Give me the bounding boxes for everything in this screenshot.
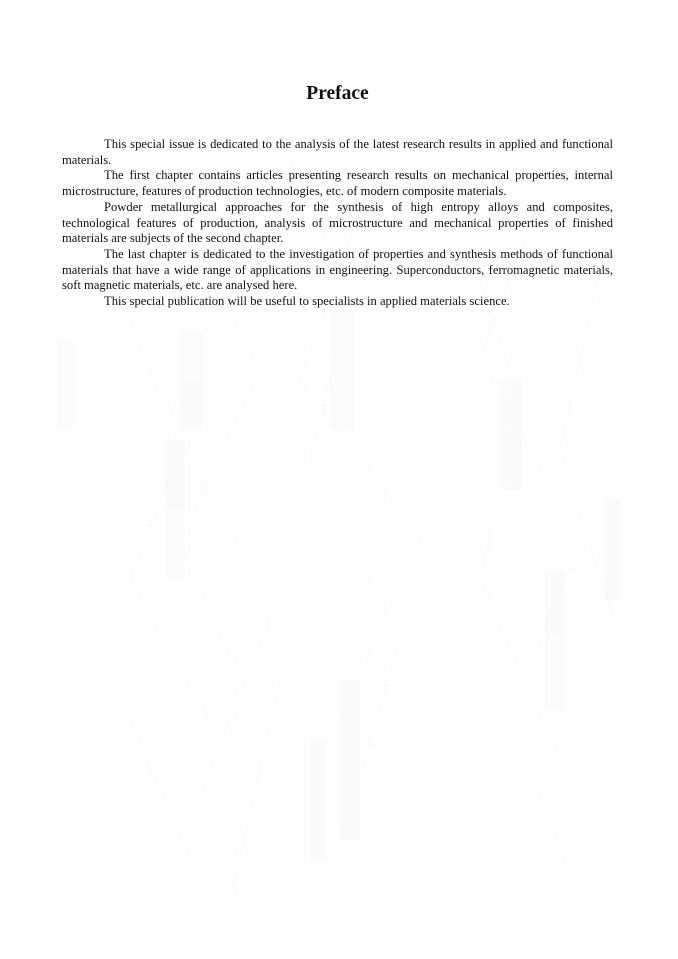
paragraph-closing: This special publication will be useful to specialists in applied materials science. [104, 294, 510, 309]
paragraph-first-chapter: The first chapter contains articles presenting research results on mechanical properties, internal microstructure, features of production technologies, etc. of modern composite materials. [62, 168, 613, 199]
page-title: Preface [306, 83, 369, 104]
paragraph-intro: This special issue is dedicated to the analysis of the latest research results in applied and functional materials. [62, 137, 613, 167]
paragraph-last-chapter: The last chapter is dedicated to the investigation of properties and synthesis methods of functional materials that have a wide range of applications in engineering. Superconductors, ferromagnetic materials, soft magnetic materials, etc. are analysed here. [62, 246, 613, 293]
paragraph-second-chapter: Powder metallurgical approaches for the synthesis of high entropy alloys and composites, technological features of production, analysis of microstructure and mechanical properties of finished materials are subjects of the second chapter. [62, 199, 613, 246]
preface-body [62, 137, 613, 310]
